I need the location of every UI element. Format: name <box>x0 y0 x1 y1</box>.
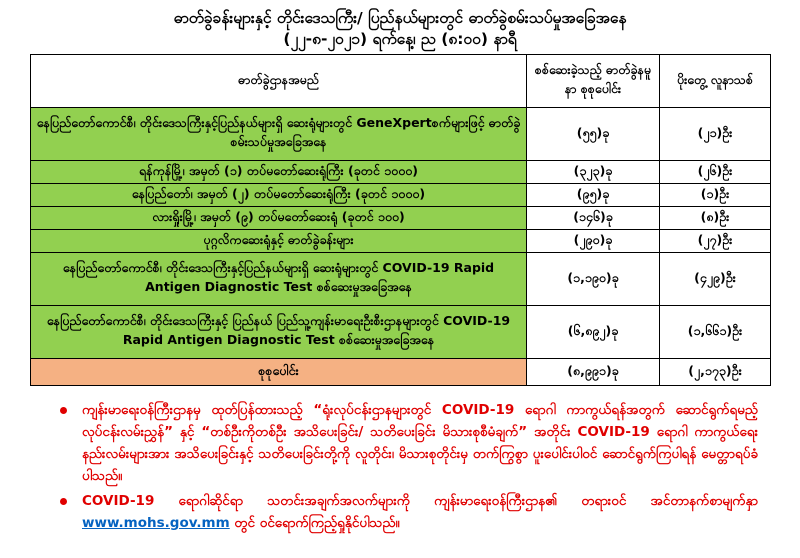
note-text-before-link: COVID-19 ရောဂါဆိုင်ရာ သတင်းအချက်အလက်များကို ကျန်းမာရေးဝန်ကြီးဌာန၏ တရားဝင် အင်တာနက်စာမျက်နှာ <box>82 493 758 509</box>
mohs-website-link[interactable]: www.mohs.gov.mm <box>82 515 230 531</box>
table-row <box>31 306 771 359</box>
samples-cell: (၆,၈၉၂)ခု <box>527 306 660 359</box>
notes-list <box>56 399 758 534</box>
note-text-after-link: တွင် ဝင်ရောက်ကြည့်ရှုနိုင်ပါသည်။ <box>229 515 400 531</box>
samples-cell: (၁,၁၉၀)ခု <box>527 253 660 306</box>
lab-name-cell: နေပြည်တော်ကောင်စီ၊ တိုင်းဒေသကြီးနှင့် ပြည်နယ် ပြည်သူ့ကျန်းမာရေးဦးစီးဌာနများတွင် COVID-19 Rapid Antigen Diagnostic Test စစ်ဆေးမှုအခြေအနေ <box>31 306 527 359</box>
lab-name-cell: နေပြည်တော်၊ အမှတ် (၂) တပ်မတော်ဆေးရုံကြီး (ခုတင် ၁၀၀၀) <box>31 184 527 207</box>
table-row <box>31 184 771 207</box>
page-title <box>0 8 800 50</box>
lab-name-cell: နေပြည်တော်ကောင်စီ၊ တိုင်းဒေသကြီးနှင့်ပြည်နယ်များရှိ ဆေးရုံများတွင် GeneXpertစက်များဖြင့် ဓာတ်ခွဲစမ်းသပ်မှုအခြေအနေ <box>31 108 527 161</box>
samples-cell: (၁၄၆)ခု <box>527 207 660 230</box>
lab-name-cell: နေပြည်တော်ကောင်စီ၊ တိုင်းဒေသကြီးနှင့်ပြည်နယ်များရှိ ဆေးရုံများတွင် COVID-19 Rapid Antigen Diagnostic Test စစ်ဆေးမှုအခြေအနေ <box>31 253 527 306</box>
note-text: ကျန်းမာရေးဝန်ကြီးဌာနမှ ထုတ်ပြန်ထားသည့် “ရုံးလုပ်ငန်းဌာနများတွင် COVID-19 ရောဂါ ကာကွယ်ရန်အတွက် ဆောင်ရွက်ရမည့် လုပ်ငန်းလမ်းညွှန်” နှင့် “တစ်ဦးကိုတစ်ဦး အသိပေးခြင်း/ သတိပေးခြင်း မိသားစုစီမံချက်” အတိုင်း COVID-19 ရောဂါ ကာကွယ်ရေးနည်းလမ်းများအား အသိပေးခြင်းနှင့် သတိပေးခြင်းတို့ကို လူတိုင်း၊ မိသားစုတိုင်းမှ တက်ကြွစွာ ပူးပေါင်းပါဝင် ဆောင်ရွက်ကြပါရန် မေတ္တာရပ်ခံပါသည်။ <box>82 402 758 484</box>
samples-cell: (၂၉၀)ခု <box>527 230 660 253</box>
total-positives-cell: (၂,၁၇၃)ဦး <box>660 359 771 386</box>
note-item-website <box>56 490 758 534</box>
samples-cell: (၉၅)ခု <box>527 184 660 207</box>
lab-results-table <box>30 54 771 386</box>
title-line-1: ဓာတ်ခွဲခန်းများနှင့် တိုင်းဒေသကြီး/ ပြည်နယ်များတွင် ဓာတ်ခွဲစမ်းသပ်မှုအခြေအနေ <box>173 9 627 27</box>
table-header-row <box>31 55 771 108</box>
table-total-row <box>31 359 771 386</box>
table-row <box>31 161 771 184</box>
title-line-2: (၂၂-၈-၂၀၂၁) ရက်နေ့၊ ည (၈:၀၀) နာရီ <box>283 30 517 48</box>
lab-name-cell: ပုဂ္ဂလိကဆေးရုံနှင့် ဓာတ်ခွဲခန်းများ <box>31 230 527 253</box>
total-samples-cell: (၈,၉၉၁)ခု <box>527 359 660 386</box>
bullet-icon <box>60 407 67 414</box>
table-row <box>31 108 771 161</box>
samples-cell: (၅၅)ခု <box>527 108 660 161</box>
positives-cell: (၂၇)ဦး <box>660 230 771 253</box>
positives-cell: (၂၁)ဦး <box>660 108 771 161</box>
lab-name-cell: လားရှိုးမြို့၊ အမှတ် (၉) တပ်မတော်ဆေးရုံ (ခုတင် ၁၀၀) <box>31 207 527 230</box>
positives-cell: (၈)ဦး <box>660 207 771 230</box>
table-row <box>31 230 771 253</box>
column-header-new-positives: ပိုးတွေ့ လူနာသစ် <box>660 55 771 108</box>
positives-cell: (၂၆)ဦး <box>660 161 771 184</box>
column-header-total-samples: စစ်ဆေးခဲ့သည့် ဓာတ်ခွဲနမူနာ စုစုပေါင်း <box>527 55 660 108</box>
bullet-icon <box>60 498 67 505</box>
total-label-cell: စုစုပေါင်း <box>31 359 527 386</box>
positives-cell: (၁,၆၆၁)ဦး <box>660 306 771 359</box>
column-header-lab-name: ဓာတ်ခွဲဌာနအမည် <box>31 55 527 108</box>
positives-cell: (၁)ဦး <box>660 184 771 207</box>
samples-cell: (၃၂၃)ခု <box>527 161 660 184</box>
table-row <box>31 253 771 306</box>
note-item-guidelines <box>56 399 758 487</box>
table-row <box>31 207 771 230</box>
lab-name-cell: ရန်ကုန်မြို့၊ အမှတ် (၁) တပ်မတော်ဆေးရုံကြီး (ခုတင် ၁၀၀၀) <box>31 161 527 184</box>
positives-cell: (၄၂၉)ဦး <box>660 253 771 306</box>
